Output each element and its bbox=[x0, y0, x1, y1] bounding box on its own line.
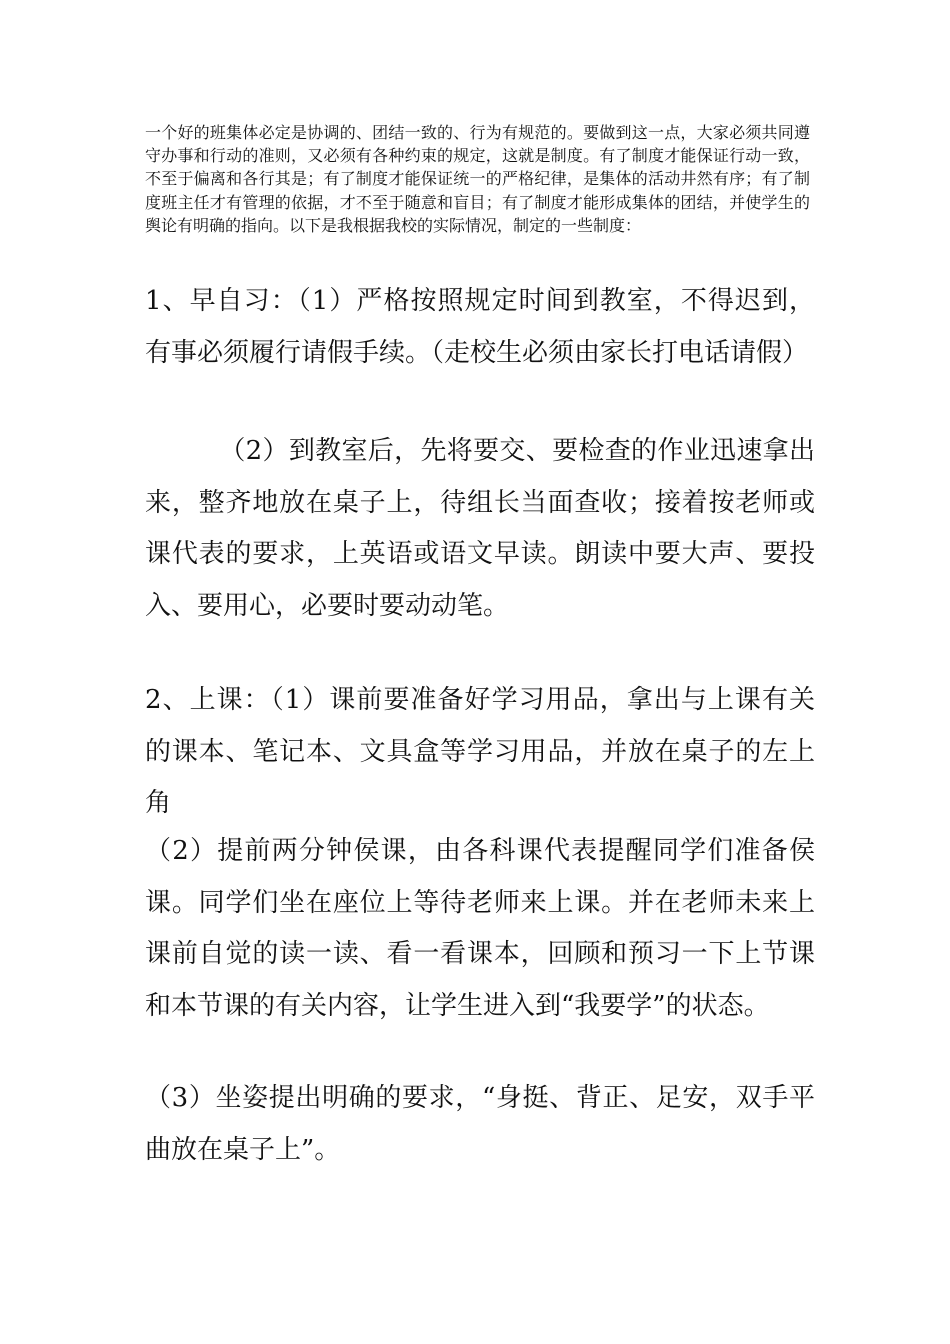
class-rule-1: 2、上课：（1）课前要准备好学习用品，拿出与上课有关的课本、笔记本、文具盒等学习用品，并放在桌子的左上角 bbox=[145, 685, 815, 818]
morning-study-rule-1: 1、早自习：（1）严格按照规定时间到教室，不得迟到，有事必须履行请假手续。（走校生必须由家长打电话请假） bbox=[145, 286, 815, 368]
morning-study-rule-2-container bbox=[145, 426, 815, 632]
class-rule-2: （2）提前两分钟侯课，由各科课代表提醒同学们准备侯课。同学们坐在座位上等待老师来上课。并在老师未来上课前自觉的读一读、看一看课本，回顾和预习一下上节课和本节课的有关内容，让学生进入到“我要学”的状态。 bbox=[145, 836, 815, 1021]
intro-paragraph: 一个好的班集体必定是协调的、团结一致的、行为有规范的。要做到这一点，大家必须共同遵守办事和行动的准则，又必须有各种约束的规定，这就是制度。有了制度才能保证行动一致，不至于偏离和各行其是；有了制度才能保证统一的严格纪律，是集体的活动井然有序；有了制度班主任才有管理的依据，才不至于随意和盲目；有了制度才能形成集体的团结，并使学生的舆论有明确的指向。以下是我根据我校的实际情况，制定的一些制度： bbox=[145, 123, 810, 235]
morning-study-rule-2: （2）到教室后，先将要交、要检查的作业迅速拿出来，整齐地放在桌子上，待组长当面查收；接着按老师或课代表的要求，上英语或语文早读。朗读中要大声、要投入、要用心，必要时要动动笔。 bbox=[145, 436, 815, 621]
class-rule-3: （3）坐姿提出明确的要求，“身挺、背正、足安，双手平曲放在桌子上”。 bbox=[145, 1083, 815, 1165]
